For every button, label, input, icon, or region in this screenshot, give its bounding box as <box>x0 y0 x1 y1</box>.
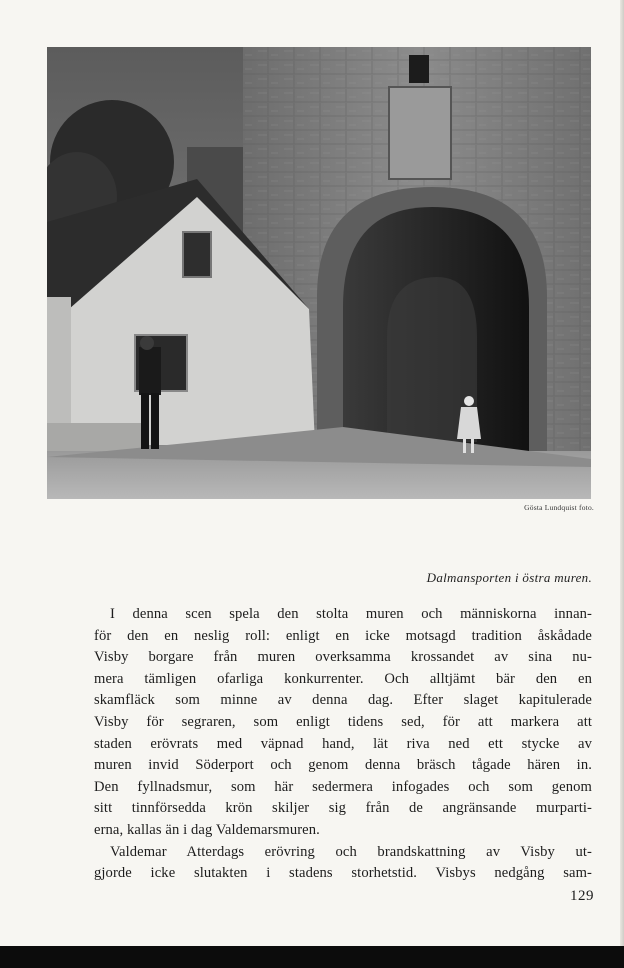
photo-credit: Gösta Lundquist foto. <box>524 503 594 512</box>
text-line: muren invid Söderport och genom denna bräsch tågade hären in. <box>94 757 592 774</box>
body-text <box>94 604 592 885</box>
text-line: för den en neslig roll: enligt en icke motsagd tradition åskådade <box>94 627 592 644</box>
text-line: skamfläck som minne av denna dag. Efter slaget kapitulerade <box>94 692 592 709</box>
page-number: 129 <box>570 888 594 904</box>
text-line: Valdemar Atterdags erövring och brandskattning av Visby ut- <box>110 843 592 860</box>
paragraph-1 <box>94 604 592 842</box>
text-line: Visby för segraren, som enligt tidens sed, för att markera att <box>94 713 592 730</box>
scan-border-bottom <box>0 946 624 968</box>
page-edge-right <box>620 0 624 946</box>
photograph-dalmansporten <box>47 47 591 499</box>
text-line: I denna scen spela den stolta muren och människorna innan- <box>110 606 592 622</box>
paragraph-2 <box>94 842 592 885</box>
text-line: sitt tinnförsedda krön skiljer sig från de angränsande murparti- <box>94 800 592 817</box>
text-line: erna, kallas än i dag Valdemarsmuren. <box>94 821 320 838</box>
text-line: gjorde icke slutakten i stadens storhetstid. Visbys nedgång sam- <box>94 865 592 882</box>
text-line: Visby borgare från muren overksamma krossandet av sina nu- <box>94 649 592 666</box>
text-line: Den fyllnadsmur, som här sedermera infogades och som genom <box>94 778 592 795</box>
text-line: mera tämligen ofarliga konkurrenter. Och alltjämt bär den en <box>94 670 592 687</box>
text-line: staden erövrats med väpnad hand, lät riva ned ett stycke av <box>94 735 592 752</box>
gate-photo-illustration <box>47 47 591 499</box>
photo-caption: Dalmansporten i östra muren. <box>426 570 592 585</box>
